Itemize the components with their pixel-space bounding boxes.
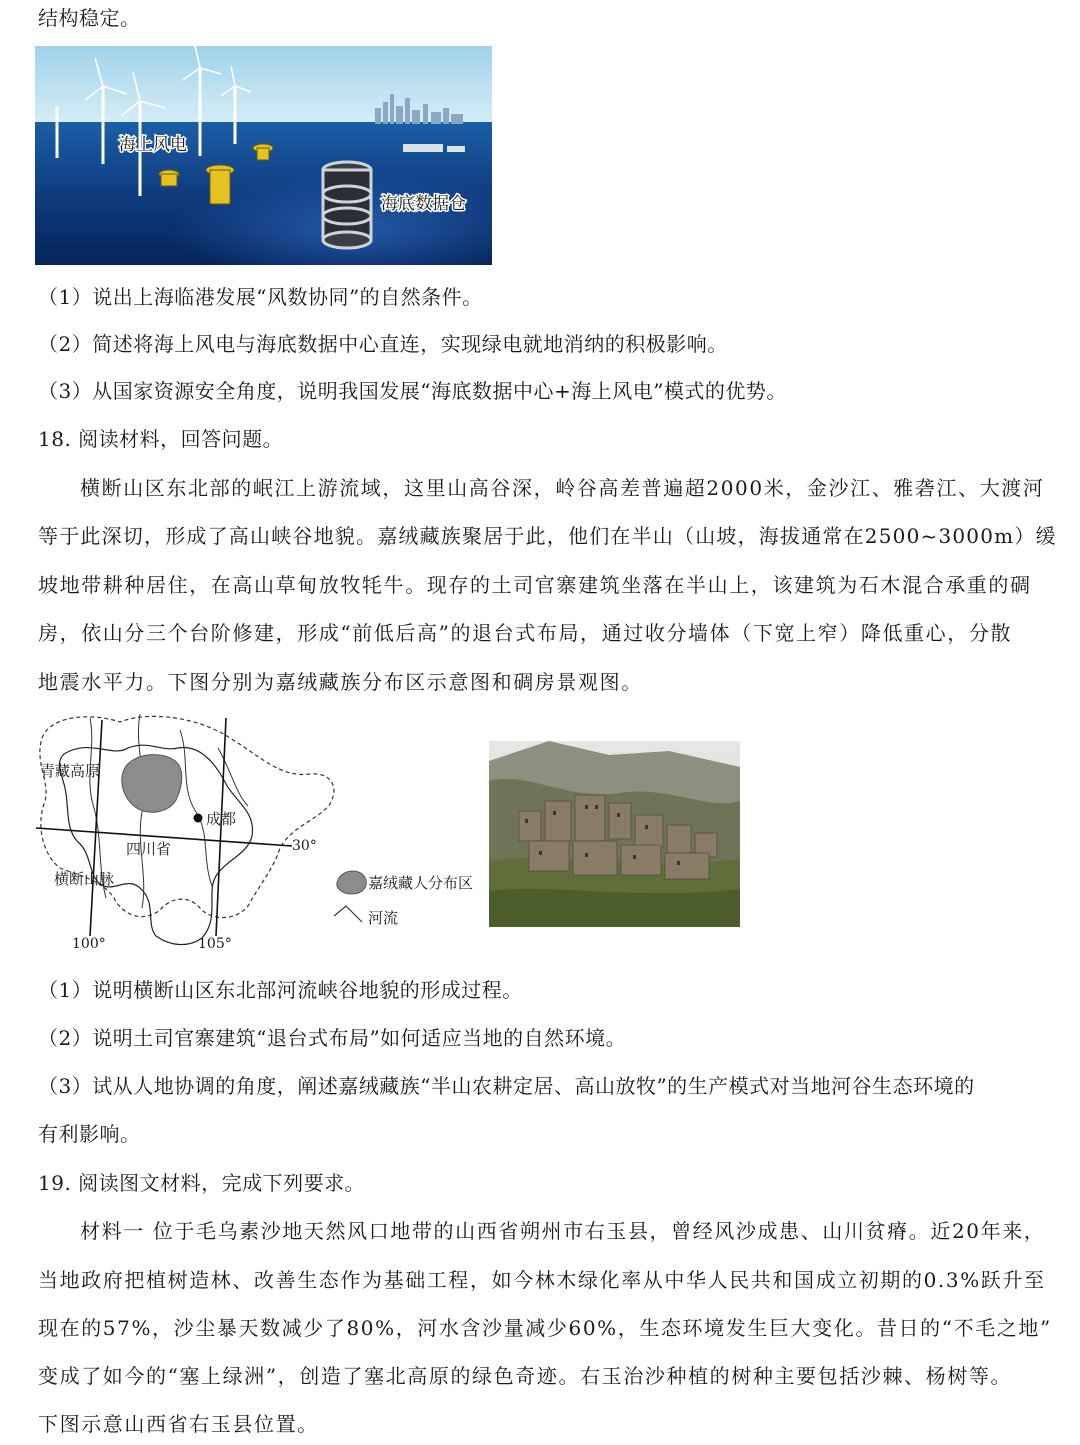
q17-item-2: （2）简述将海上风电与海底数据中心直连，实现绿电就地消纳的积极影响。	[38, 332, 728, 356]
map-label-hengduan: 横断山脉	[54, 870, 115, 888]
datacenter-label: 海底数据仓	[381, 194, 466, 214]
q19-para-line-3: 现在的57%，沙尘暴天数减少了80%，河水含沙量减少60%，生态环境发生巨大变化。昔日的“不毛之地”	[38, 1316, 1052, 1340]
map-label-sichuan: 四川省	[126, 840, 172, 858]
continued-text: 结构稳定。	[38, 6, 141, 30]
q19-heading: 19. 阅读图文材料，完成下列要求。	[38, 1171, 366, 1195]
diaofang-photo	[489, 741, 740, 927]
q18-heading: 18. 阅读材料，回答问题。	[38, 427, 284, 451]
q18-item-3-cont: 有利影响。	[38, 1122, 141, 1146]
q18-para-line-2: 等于此深切，形成了高山峡谷地貌。嘉绒藏族聚居于此，他们在半山（山坡，海拔通常在2500~3000m）缓	[38, 524, 1057, 548]
q18-item-1: （1）说明横断山区东北部河流峡谷地貌的形成过程。	[38, 978, 523, 1002]
q19-para-line-4: 变成了如今的“塞上绿洲”，创造了塞北高原的绿色奇迹。右玉治沙种植的树种主要包括沙棘、杨树等。	[38, 1364, 1013, 1388]
q19-para-line-5: 下图示意山西省右玉县位置。	[38, 1412, 319, 1436]
map-lat-30: 30°	[292, 838, 317, 854]
legend-area-label: 嘉绒藏人分布区	[368, 874, 474, 892]
legend-area-swatch	[337, 871, 366, 894]
map-label-chengdu: 成都	[206, 810, 237, 828]
legend-river-label: 河流	[368, 909, 399, 927]
q17-item-1: （1）说出上海临港发展“风数协同”的自然条件。	[38, 285, 483, 309]
q18-para-line-5: 地震水平力。下图分别为嘉绒藏族分布区示意图和碉房景观图。	[38, 670, 643, 694]
q18-item-2: （2）说明土司官寨建筑“退台式布局”如何适应当地的自然环境。	[38, 1026, 627, 1050]
q18-item-3: （3）试从人地协调的角度，阐述嘉绒藏族“半山农耕定居、高山放牧”的生产模式对当地河谷生态环境的	[38, 1074, 975, 1098]
q19-para-line-2: 当地政府把植树造林、改善生态作为基础工程，如今林木绿化率从中华人民共和国成立初期的0.3%跃升至	[38, 1268, 1046, 1292]
legend-river-swatch	[334, 906, 362, 922]
map-label-plateau: 青藏高原	[40, 762, 101, 780]
wind-power-label: 海上风电	[119, 135, 187, 155]
q17-item-3: （3）从国家资源安全角度，说明我国发展“海底数据中心+海上风电”模式的优势。	[38, 379, 787, 403]
map-lon-100: 100°	[72, 936, 106, 952]
q18-para-line-4: 房，依山分三个台阶修建，形成“前低后高”的退台式布局，通过收分墙体（下宽上窄）降低重心，分散	[38, 621, 1013, 645]
q19-para-line-1: 材料一 位于毛乌素沙地天然风口地带的山西省朔州市右玉县，曾经风沙成患、山川贫瘠。近20年来，	[80, 1219, 1046, 1243]
map-lon-105: 105°	[198, 936, 232, 952]
q18-para-line-3: 坡地带耕种居住，在高山草甸放牧牦牛。现存的土司官寨建筑坐落在半山上，该建筑为石木混合承重的碉	[38, 573, 1032, 597]
jiarong-distribution-map	[30, 708, 500, 958]
q18-para-line-1: 横断山区东北部的岷江上游流域，这里山高谷深，岭谷高差普遍超2000米，金沙江、雅砻江、大渡河	[80, 476, 1045, 500]
offshore-wind-figure	[35, 46, 492, 265]
